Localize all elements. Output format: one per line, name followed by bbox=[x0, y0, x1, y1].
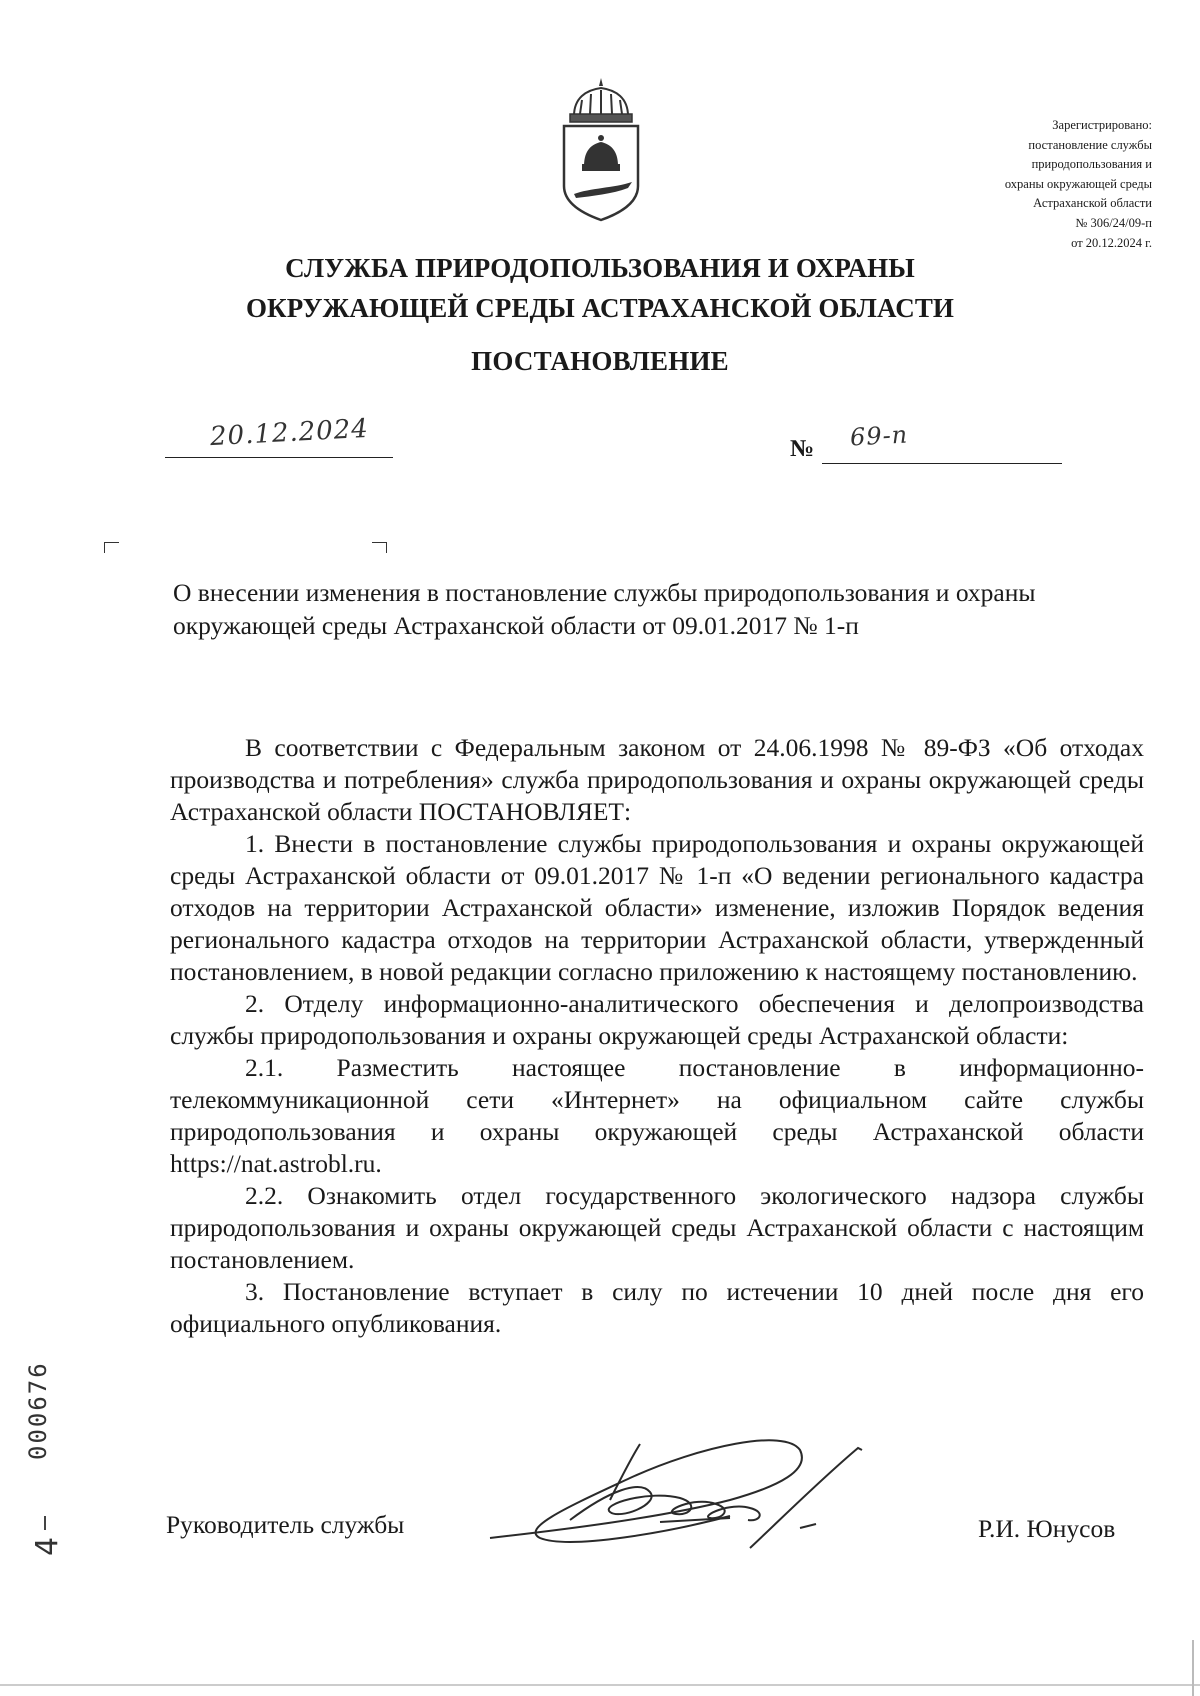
number-underline bbox=[822, 463, 1062, 464]
document-subject bbox=[173, 576, 1153, 642]
organization-title-line: ОКРУЖАЮЩЕЙ СРЕДЫ АСТРАХАНСКОЙ ОБЛАСТИ bbox=[245, 293, 955, 323]
date-underline bbox=[165, 457, 393, 458]
signatory-title: Руководитель службы bbox=[166, 1510, 405, 1539]
body-paragraph-3: 3. Постановление вступает в силу по истечении 10 дней после дня его официального опубликования. bbox=[170, 1277, 1144, 1338]
body-paragraph-1: 1. Внести в постановление службы природопользования и охраны окружающей среды Астраханской области от 09.01.2017 № 1-п «О ведении регионального кадастра отходов на территории Астраханской области» изменение, изложив Порядок ведения регионального кадастра отходов на территории Астраханской области, утвержденный постановлением, в новой редакции согласно приложению к настоящему постановлению. bbox=[170, 829, 1144, 986]
registration-line: постановление службы bbox=[1028, 137, 1152, 152]
margin-serial-number bbox=[24, 1361, 70, 1506]
body-preamble: В соответствии с Федеральным законом от 24.06.1998 № 89-ФЗ «Об отходах производства и потребления» служба природопользования и охраны окружающей среды Астраханской области ПОСТАНОВЛЯЕТ: bbox=[170, 733, 1144, 826]
organization-title-line: СЛУЖБА ПРИРОДОПОЛЬЗОВАНИЯ И ОХРАНЫ bbox=[285, 253, 915, 283]
coat-of-arms-emblem bbox=[556, 76, 646, 222]
registration-line: Зарегистрировано: bbox=[1052, 118, 1152, 132]
number-sign: № bbox=[790, 436, 815, 462]
document-type: ПОСТАНОВЛЕНИЕ bbox=[471, 346, 729, 376]
body-paragraph-2: 2. Отделу информационно-аналитического обеспечения и делопроизводства службы природопользования и охраны окружающей среды Астраханской области: bbox=[170, 989, 1144, 1050]
registration-line: от 20.12.2024 г. bbox=[1071, 235, 1152, 250]
margin-marker-text: 4 bbox=[30, 1536, 65, 1556]
registration-stamp bbox=[932, 116, 1152, 253]
signatory-name: Р.И. Юнусов bbox=[978, 1514, 1116, 1543]
margin-serial-text: 000676 bbox=[24, 1361, 52, 1460]
registration-line: природопользования и bbox=[1031, 157, 1152, 172]
corner-bracket-right bbox=[372, 542, 387, 553]
subject-line: О внесении изменения в постановление службы природопользования и охраны bbox=[173, 578, 1036, 607]
handwritten-number: 69-п bbox=[849, 420, 909, 452]
margin-marker bbox=[30, 1520, 70, 1580]
handwritten-date: 20.12.2024 bbox=[209, 413, 370, 453]
subject-line: окружающей среды Астраханской области от 09.01.2017 № 1-п bbox=[173, 611, 859, 640]
registration-line: охраны окружающей среды bbox=[1004, 176, 1152, 191]
body-paragraph-2-2: 2.2. Ознакомить отдел государственного экологического надзора службы природопользования и охраны окружающей среды Астраханской области с настоящим постановлением. bbox=[170, 1181, 1144, 1274]
bottom-rule bbox=[0, 1684, 1200, 1686]
body-paragraph-2-1: 2.1. Разместить настоящее постановление в информационно-телекоммуникационной сети «Интернет» на официальном сайте службы природопользования и охраны окружающей среды Астраханской области https://nat.astrobl.ru. bbox=[170, 1053, 1144, 1178]
corner-bracket-left bbox=[104, 542, 119, 553]
registration-line: № 306/24/09-п bbox=[1075, 215, 1152, 230]
handwritten-signature bbox=[480, 1420, 940, 1570]
document-body bbox=[170, 732, 1144, 1340]
registration-line: Астраханской области bbox=[1033, 196, 1152, 211]
organization-title bbox=[160, 248, 1040, 328]
right-edge-mark bbox=[1192, 1640, 1194, 1696]
